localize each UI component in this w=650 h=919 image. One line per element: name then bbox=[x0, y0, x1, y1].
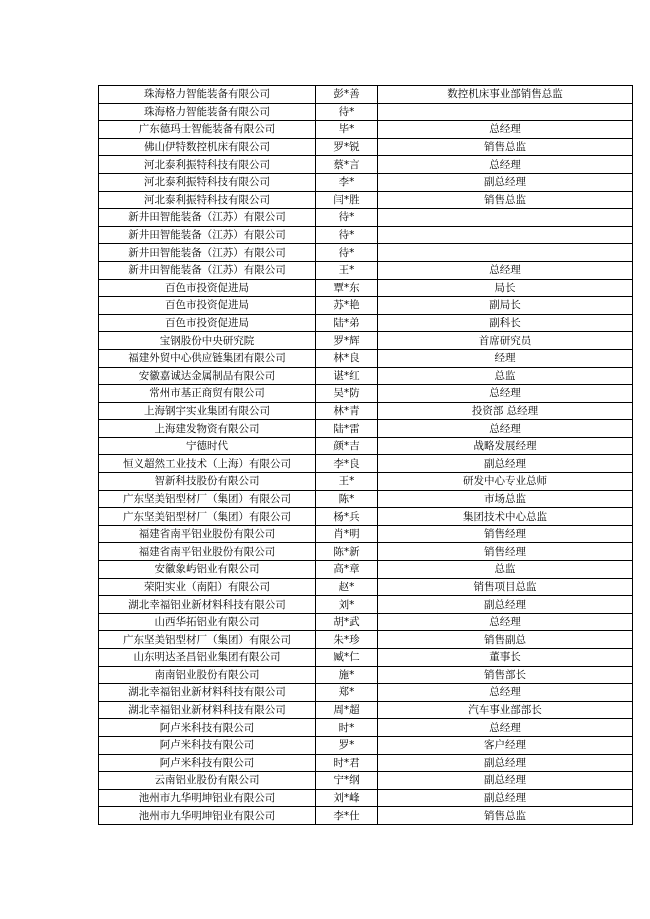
job-title-cell: 集团技术中心总监 bbox=[378, 508, 633, 526]
job-title-cell: 副总经理 bbox=[378, 772, 633, 790]
job-title-cell bbox=[378, 226, 633, 244]
person-name-cell: 林*青 bbox=[316, 402, 378, 420]
company-cell: 荣阳实业（南阳）有限公司 bbox=[99, 578, 316, 596]
company-cell: 阿卢米科技有限公司 bbox=[99, 754, 316, 772]
company-cell: 阿卢米科技有限公司 bbox=[99, 719, 316, 737]
job-title-cell: 销售总监 bbox=[378, 807, 633, 825]
job-title-cell: 销售总监 bbox=[378, 138, 633, 156]
company-cell: 湖北幸福铝业新材料科技有限公司 bbox=[99, 596, 316, 614]
table-row bbox=[99, 261, 633, 279]
attendee-table bbox=[98, 85, 633, 825]
company-cell: 珠海格力智能装备有限公司 bbox=[99, 103, 316, 121]
person-name-cell: 时* bbox=[316, 719, 378, 737]
job-title-cell: 首席研究员 bbox=[378, 332, 633, 350]
table-row bbox=[99, 613, 633, 631]
table-row bbox=[99, 807, 633, 825]
company-cell: 恒义超然工业技术（上海）有限公司 bbox=[99, 455, 316, 473]
person-name-cell: 闫*胜 bbox=[316, 191, 378, 209]
table-row bbox=[99, 684, 633, 702]
job-title-cell: 总经理 bbox=[378, 613, 633, 631]
company-cell: 安徽象屿铝业有限公司 bbox=[99, 561, 316, 579]
company-cell: 广东坚美铝型材厂（集团）有限公司 bbox=[99, 508, 316, 526]
company-cell: 百色市投资促进局 bbox=[99, 279, 316, 297]
job-title-cell: 销售部长 bbox=[378, 666, 633, 684]
person-name-cell: 罗*辉 bbox=[316, 332, 378, 350]
table-row bbox=[99, 226, 633, 244]
company-cell: 安徽嘉诚达金属制品有限公司 bbox=[99, 367, 316, 385]
job-title-cell: 投资部 总经理 bbox=[378, 402, 633, 420]
person-name-cell: 赵* bbox=[316, 578, 378, 596]
person-name-cell: 吴*防 bbox=[316, 385, 378, 403]
table-row bbox=[99, 578, 633, 596]
table-row bbox=[99, 402, 633, 420]
job-title-cell: 研发中心专业总师 bbox=[378, 473, 633, 491]
company-cell: 新井田智能装备（江苏）有限公司 bbox=[99, 209, 316, 227]
person-name-cell: 李* bbox=[316, 173, 378, 191]
table-row bbox=[99, 455, 633, 473]
person-name-cell: 周*超 bbox=[316, 701, 378, 719]
company-cell: 河北泰利振特科技有限公司 bbox=[99, 191, 316, 209]
company-cell: 常州市基正商贸有限公司 bbox=[99, 385, 316, 403]
person-name-cell: 施* bbox=[316, 666, 378, 684]
table-row bbox=[99, 525, 633, 543]
person-name-cell: 待* bbox=[316, 103, 378, 121]
job-title-cell: 销售项目总监 bbox=[378, 578, 633, 596]
table-row bbox=[99, 596, 633, 614]
person-name-cell: 肖*明 bbox=[316, 525, 378, 543]
table-row bbox=[99, 279, 633, 297]
company-cell: 百色市投资促进局 bbox=[99, 297, 316, 315]
company-cell: 河北泰利振特科技有限公司 bbox=[99, 156, 316, 174]
company-cell: 山西华拓铝业有限公司 bbox=[99, 613, 316, 631]
job-title-cell: 总经理 bbox=[378, 385, 633, 403]
job-title-cell: 副总经理 bbox=[378, 596, 633, 614]
job-title-cell: 经理 bbox=[378, 349, 633, 367]
person-name-cell: 李*仕 bbox=[316, 807, 378, 825]
person-name-cell: 杨*兵 bbox=[316, 508, 378, 526]
job-title-cell: 总经理 bbox=[378, 156, 633, 174]
job-title-cell: 市场总监 bbox=[378, 490, 633, 508]
person-name-cell: 陆*弟 bbox=[316, 314, 378, 332]
job-title-cell: 数控机床事业部销售总监 bbox=[378, 86, 633, 104]
table-row bbox=[99, 561, 633, 579]
person-name-cell: 臧*仁 bbox=[316, 649, 378, 667]
table-row bbox=[99, 385, 633, 403]
job-title-cell bbox=[378, 209, 633, 227]
person-name-cell: 罗* bbox=[316, 736, 378, 754]
job-title-cell: 销售经理 bbox=[378, 525, 633, 543]
person-name-cell: 王* bbox=[316, 473, 378, 491]
company-cell: 池州市九华明坤铝业有限公司 bbox=[99, 807, 316, 825]
person-name-cell: 高*章 bbox=[316, 561, 378, 579]
person-name-cell: 陆*雷 bbox=[316, 420, 378, 438]
job-title-cell: 副总经理 bbox=[378, 754, 633, 772]
job-title-cell: 副科长 bbox=[378, 314, 633, 332]
table-row bbox=[99, 156, 633, 174]
job-title-cell: 总经理 bbox=[378, 719, 633, 737]
company-cell: 湖北幸福铝业新材料科技有限公司 bbox=[99, 701, 316, 719]
person-name-cell: 胡*武 bbox=[316, 613, 378, 631]
table-row bbox=[99, 508, 633, 526]
table-row bbox=[99, 490, 633, 508]
person-name-cell: 郑* bbox=[316, 684, 378, 702]
table-row bbox=[99, 701, 633, 719]
company-cell: 宁德时代 bbox=[99, 437, 316, 455]
person-name-cell: 陈* bbox=[316, 490, 378, 508]
job-title-cell: 副总经理 bbox=[378, 455, 633, 473]
person-name-cell: 林*良 bbox=[316, 349, 378, 367]
job-title-cell: 总经理 bbox=[378, 121, 633, 139]
job-title-cell: 局长 bbox=[378, 279, 633, 297]
company-cell: 百色市投资促进局 bbox=[99, 314, 316, 332]
table-row bbox=[99, 736, 633, 754]
table-row bbox=[99, 314, 633, 332]
job-title-cell: 销售副总 bbox=[378, 631, 633, 649]
table-row bbox=[99, 191, 633, 209]
company-cell: 阿卢米科技有限公司 bbox=[99, 736, 316, 754]
person-name-cell: 彭*善 bbox=[316, 86, 378, 104]
table-row bbox=[99, 86, 633, 104]
table-row bbox=[99, 367, 633, 385]
company-cell: 南南铝业股份有限公司 bbox=[99, 666, 316, 684]
person-name-cell: 覃*东 bbox=[316, 279, 378, 297]
person-name-cell: 李*良 bbox=[316, 455, 378, 473]
company-cell: 宝钢股份中央研究院 bbox=[99, 332, 316, 350]
person-name-cell: 朱*珍 bbox=[316, 631, 378, 649]
company-cell: 广东坚美铝型材厂（集团）有限公司 bbox=[99, 631, 316, 649]
company-cell: 池州市九华明坤铝业有限公司 bbox=[99, 789, 316, 807]
company-cell: 云南铝业股份有限公司 bbox=[99, 772, 316, 790]
company-cell: 湖北幸福铝业新材料科技有限公司 bbox=[99, 684, 316, 702]
company-cell: 福建省南平铝业股份有限公司 bbox=[99, 525, 316, 543]
company-cell: 广东德玛士智能装备有限公司 bbox=[99, 121, 316, 139]
job-title-cell: 副总经理 bbox=[378, 789, 633, 807]
table-row bbox=[99, 332, 633, 350]
person-name-cell: 颜*吉 bbox=[316, 437, 378, 455]
job-title-cell: 总监 bbox=[378, 561, 633, 579]
company-cell: 智新科技股份有限公司 bbox=[99, 473, 316, 491]
table-row bbox=[99, 209, 633, 227]
person-name-cell: 待* bbox=[316, 244, 378, 262]
table-row bbox=[99, 138, 633, 156]
person-name-cell: 蔡*言 bbox=[316, 156, 378, 174]
job-title-cell: 总经理 bbox=[378, 420, 633, 438]
table-row bbox=[99, 297, 633, 315]
job-title-cell: 副局长 bbox=[378, 297, 633, 315]
job-title-cell: 副总经理 bbox=[378, 173, 633, 191]
table-row bbox=[99, 244, 633, 262]
company-cell: 福建省南平铝业股份有限公司 bbox=[99, 543, 316, 561]
company-cell: 河北泰利振特科技有限公司 bbox=[99, 173, 316, 191]
person-name-cell: 时*君 bbox=[316, 754, 378, 772]
person-name-cell: 苏*艳 bbox=[316, 297, 378, 315]
job-title-cell bbox=[378, 244, 633, 262]
person-name-cell: 毕* bbox=[316, 121, 378, 139]
table-row bbox=[99, 666, 633, 684]
job-title-cell: 总经理 bbox=[378, 261, 633, 279]
table-row bbox=[99, 473, 633, 491]
table-row bbox=[99, 719, 633, 737]
person-name-cell: 陈*新 bbox=[316, 543, 378, 561]
table-row bbox=[99, 543, 633, 561]
company-cell: 上海建发物资有限公司 bbox=[99, 420, 316, 438]
job-title-cell: 销售经理 bbox=[378, 543, 633, 561]
company-cell: 新井田智能装备（江苏）有限公司 bbox=[99, 261, 316, 279]
job-title-cell: 汽车事业部部长 bbox=[378, 701, 633, 719]
company-cell: 山东明达圣昌铝业集团有限公司 bbox=[99, 649, 316, 667]
person-name-cell: 刘* bbox=[316, 596, 378, 614]
table-row bbox=[99, 754, 633, 772]
job-title-cell: 总监 bbox=[378, 367, 633, 385]
job-title-cell: 销售总监 bbox=[378, 191, 633, 209]
table-row bbox=[99, 631, 633, 649]
table-row bbox=[99, 420, 633, 438]
table-row bbox=[99, 173, 633, 191]
job-title-cell bbox=[378, 103, 633, 121]
table-row bbox=[99, 121, 633, 139]
company-cell: 新井田智能装备（江苏）有限公司 bbox=[99, 226, 316, 244]
person-name-cell: 刘*峰 bbox=[316, 789, 378, 807]
company-cell: 珠海格力智能装备有限公司 bbox=[99, 86, 316, 104]
company-cell: 佛山伊特数控机床有限公司 bbox=[99, 138, 316, 156]
company-cell: 上海钢宇实业集团有限公司 bbox=[99, 402, 316, 420]
table-row bbox=[99, 437, 633, 455]
job-title-cell: 客户经理 bbox=[378, 736, 633, 754]
person-name-cell: 待* bbox=[316, 209, 378, 227]
person-name-cell: 待* bbox=[316, 226, 378, 244]
job-title-cell: 总经理 bbox=[378, 684, 633, 702]
company-cell: 福建外贸中心供应链集团有限公司 bbox=[99, 349, 316, 367]
table-row bbox=[99, 789, 633, 807]
job-title-cell: 董事长 bbox=[378, 649, 633, 667]
person-name-cell: 宁*纲 bbox=[316, 772, 378, 790]
table-row bbox=[99, 103, 633, 121]
attendee-table-body bbox=[99, 86, 633, 825]
company-cell: 新井田智能装备（江苏）有限公司 bbox=[99, 244, 316, 262]
person-name-cell: 谌*红 bbox=[316, 367, 378, 385]
job-title-cell: 战略发展经理 bbox=[378, 437, 633, 455]
table-row bbox=[99, 349, 633, 367]
table-row bbox=[99, 649, 633, 667]
person-name-cell: 罗*锐 bbox=[316, 138, 378, 156]
person-name-cell: 王* bbox=[316, 261, 378, 279]
company-cell: 广东坚美铝型材厂（集团）有限公司 bbox=[99, 490, 316, 508]
table-row bbox=[99, 772, 633, 790]
